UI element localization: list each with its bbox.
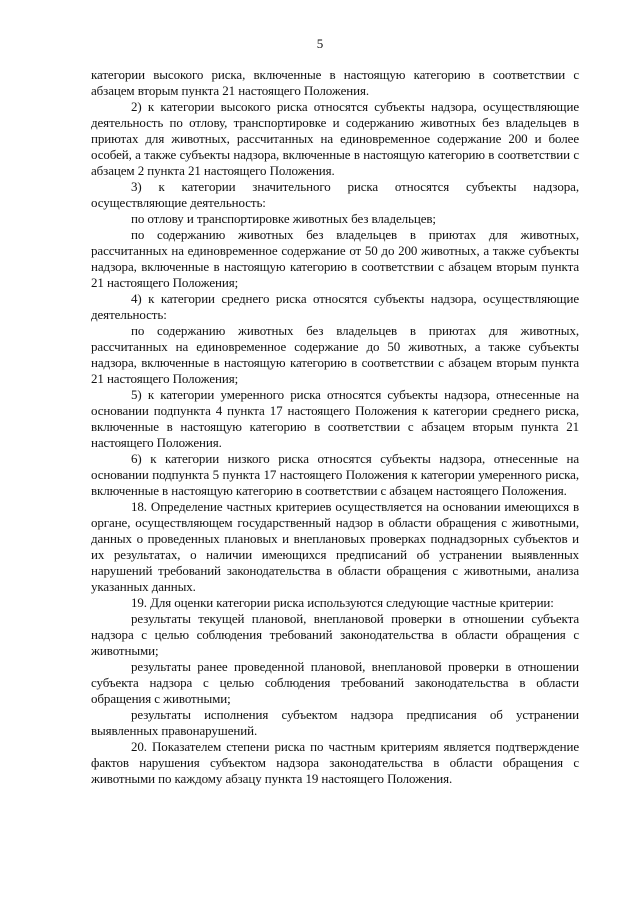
paragraph: по содержанию животных без владельцев в приютах для животных, рассчитанных на единовременное содержание до 50 животных, а также субъекты надзора, включенные в настоящую категорию в соответствии с абзацем вторым пункта 21 настоящего Положения;: [91, 323, 579, 386]
paragraph: категории высокого риска, включенные в настоящую категорию в соответствии с абзацем вторым пункта 21 настоящего Положения.: [91, 67, 579, 98]
paragraph: результаты текущей плановой, внеплановой проверки в отношении субъекта надзора с целью соблюдения требований законодательства в области обращения с животными;: [91, 611, 579, 658]
paragraph: 20. Показателем степени риска по частным критериям является подтверждение фактов нарушения субъектом надзора законодательства в области обращения с животными по каждому абзацу пункта 19 настоящего Положения.: [91, 739, 579, 786]
paragraph: 19. Для оценки категории риска используются следующие частные критерии:: [131, 595, 554, 610]
paragraph: результаты ранее проведенной плановой, внеплановой проверки в отношении субъекта надзора с целью соблюдения требований законодательства в области обращения с животными;: [91, 659, 579, 706]
paragraph: 3) к категории значительного риска относятся субъекты надзора, осуществляющие деятельность:: [91, 179, 579, 210]
paragraph: 5) к категории умеренного риска относятся субъекты надзора, отнесенные на основании подпункта 4 пункта 17 настоящего Положения к категории среднего риска, включенные в настоящую категорию в соответствии с абзацем вторым пункта 21 настоящего Положения.: [91, 387, 579, 450]
paragraph: по содержанию животных без владельцев в приютах для животных, рассчитанных на единовременное содержание от 50 до 200 животных, а также субъекты надзора, включенные в настоящую категорию в соответствии с абзацем вторым пункта 21 настоящего Положения;: [91, 227, 579, 290]
document-body: [91, 67, 579, 787]
paragraph: по отлову и транспортировке животных без владельцев;: [131, 211, 436, 226]
paragraph: 2) к категории высокого риска относятся субъекты надзора, осуществляющие деятельность по отлову, транспортировке и содержанию животных без владельцев в приютах для животных, рассчитанных на единовременное содержание 200 и более особей, а также субъекты надзора, включенные в настоящую категорию в соответствии с абзацем 2 пункта 21 настоящего Положения.: [91, 99, 579, 178]
paragraph: 4) к категории среднего риска относятся субъекты надзора, осуществляющие деятельность:: [91, 291, 579, 322]
paragraph: 6) к категории низкого риска относятся субъекты надзора, отнесенные на основании подпункта 5 пункта 17 настоящего Положения к категории умеренного риска, включенные в настоящую категорию в соответствии с абзацем настоящего Положения.: [91, 451, 579, 498]
paragraph: результаты исполнения субъектом надзора предписания об устранении выявленных правонарушений.: [91, 707, 579, 738]
paragraph: 18. Определение частных критериев осуществляется на основании имеющихся в органе, осуществляющем государственный надзор в области обращения с животными, данных о проведенных плановых и внеплановых проверках поднадзорных субъектов и их результатах, о наличии имеющихся предписаний об устранении выявленных нарушений требований законодательства в области обращения с животными, анализа указанных данных.: [91, 499, 579, 594]
page-number: 5: [316, 36, 324, 51]
